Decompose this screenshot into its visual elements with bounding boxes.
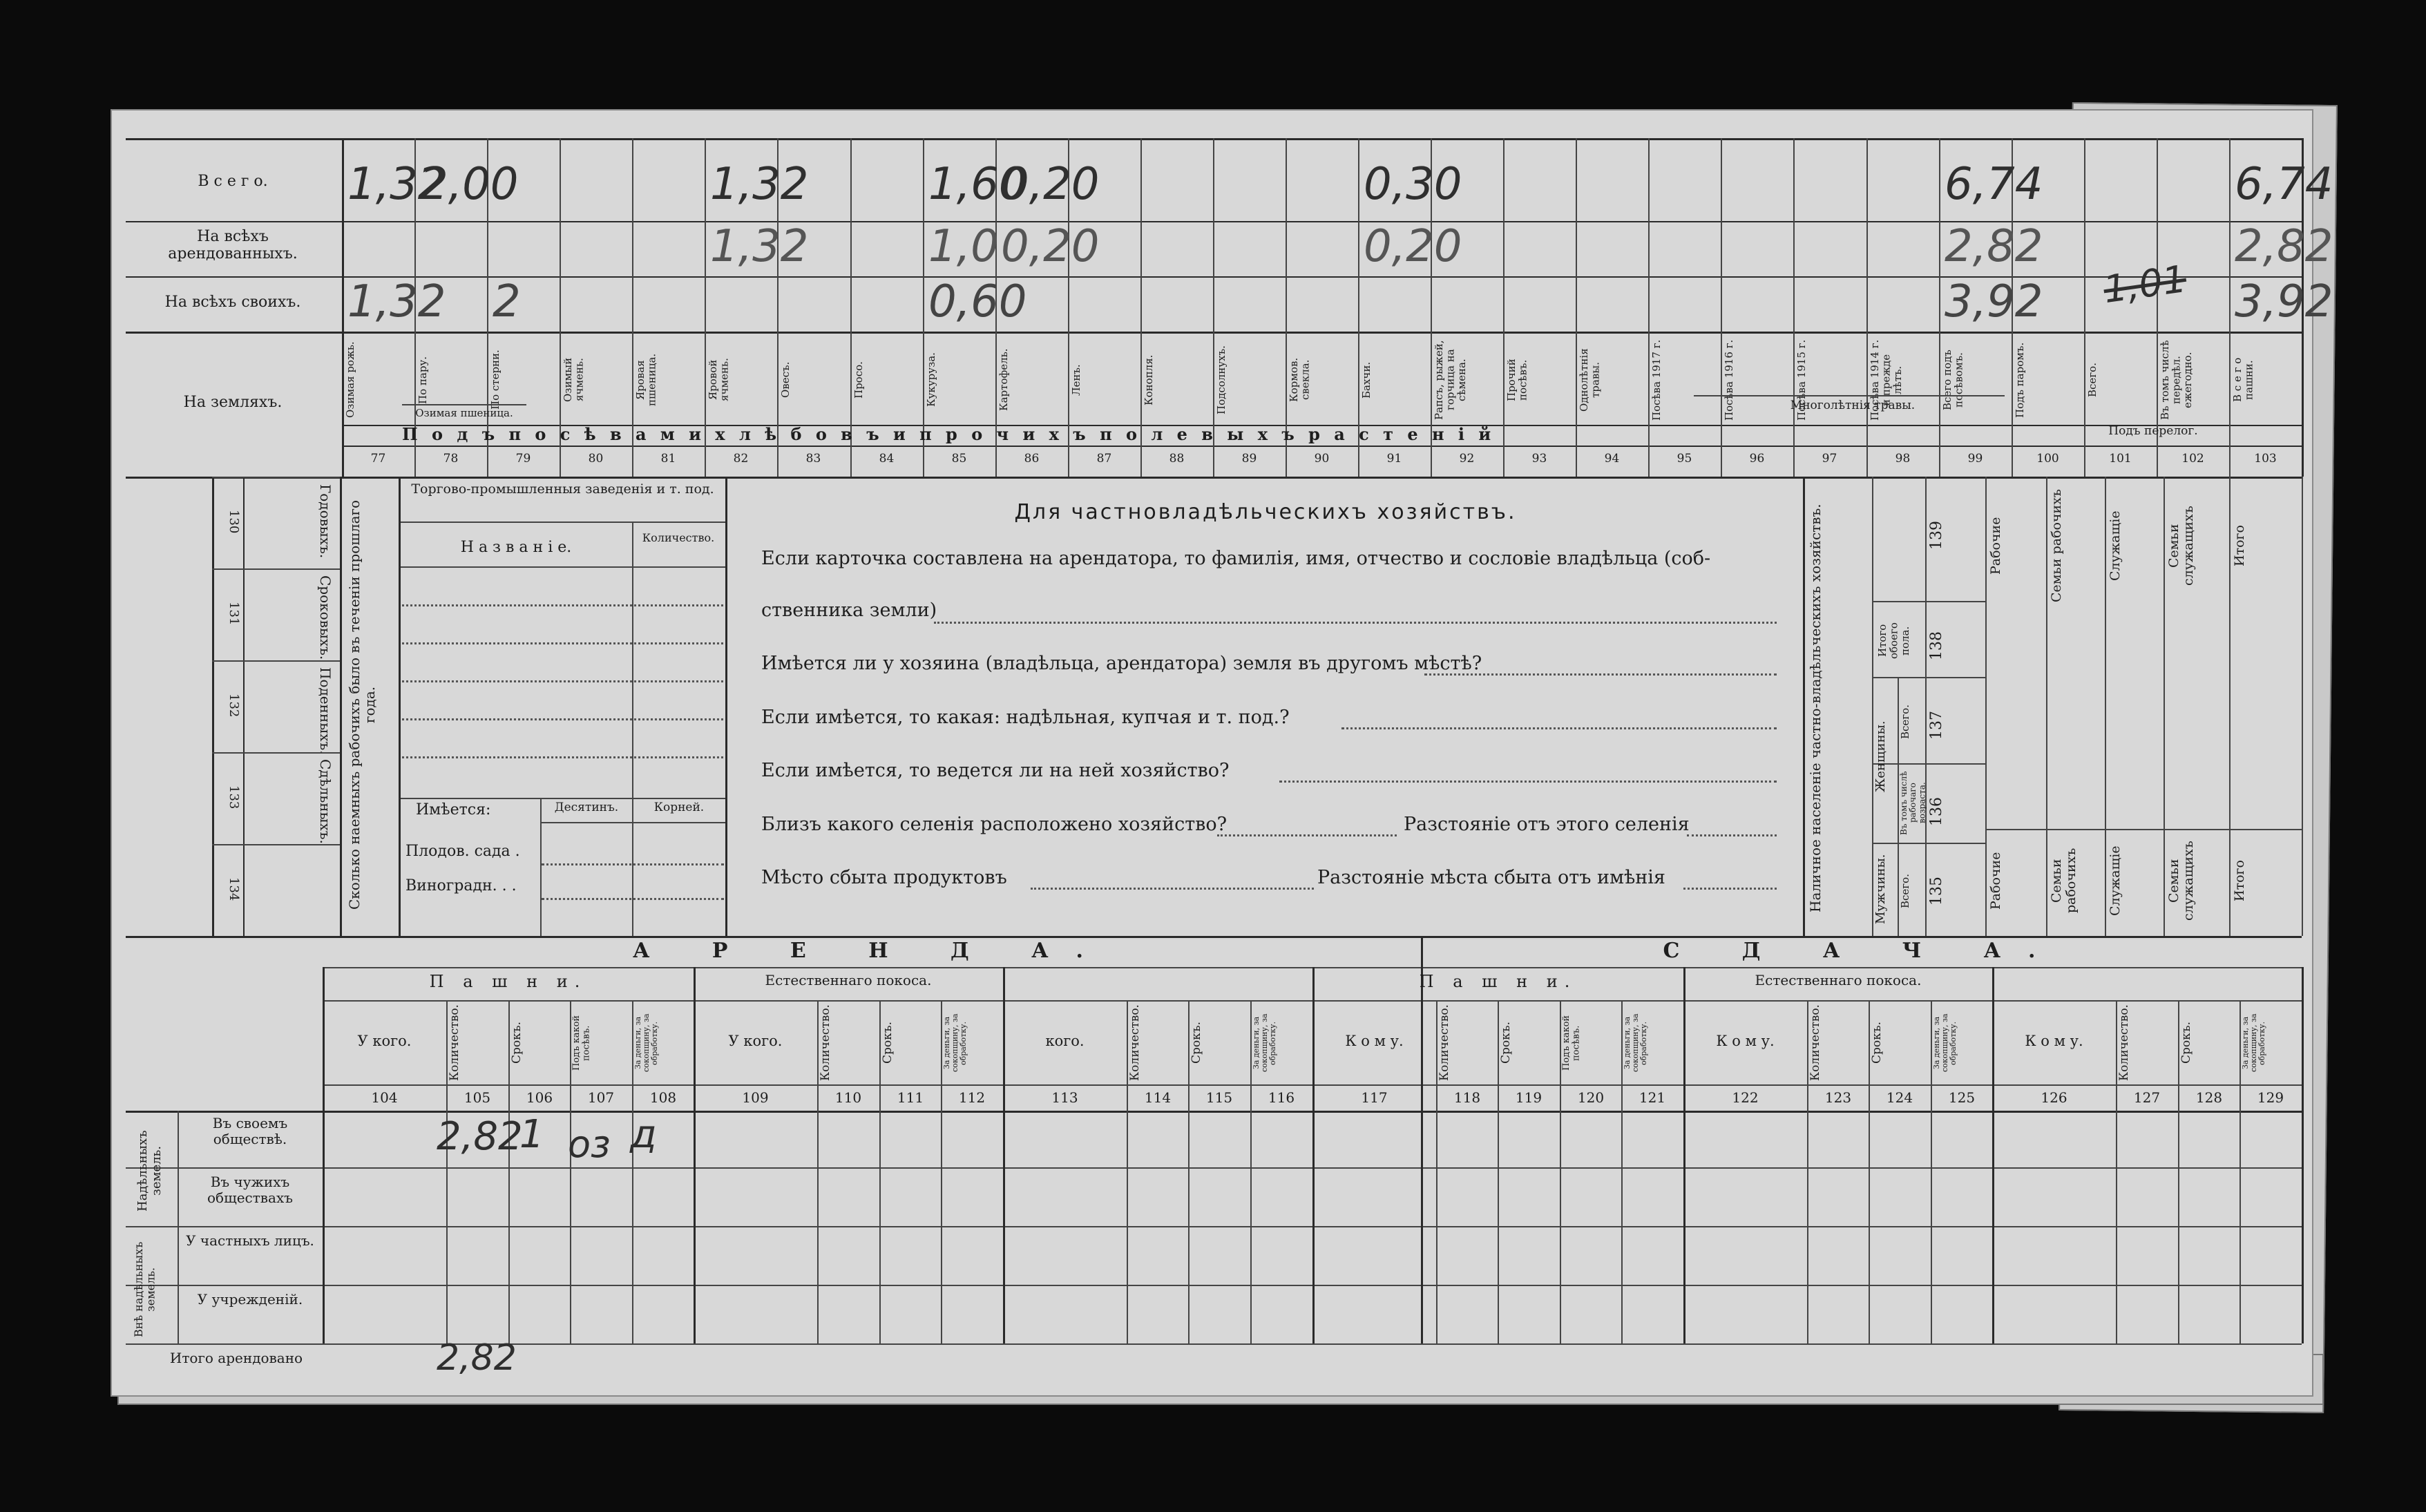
row-chuzhih: Въ чужихъ обществахъ bbox=[207, 1174, 293, 1206]
rule bbox=[1687, 834, 1777, 836]
column-head: Озимый ячмень. bbox=[562, 357, 586, 403]
rule bbox=[1992, 967, 1994, 1343]
column-number: 126 bbox=[2041, 1089, 2067, 1106]
hand-own: 1,32 bbox=[347, 276, 446, 327]
column-head: За деньги, за сокопщину, за обработку. bbox=[1252, 1013, 1278, 1073]
column-head: Рапсъ, рыжей, горчица на сѣмена. bbox=[1433, 340, 1468, 420]
group-title: Естественнаго покоса. bbox=[765, 972, 932, 988]
rule bbox=[402, 756, 723, 758]
men-label: Мужчины. bbox=[1873, 854, 1888, 925]
desyatin-col: Десятинъ. bbox=[554, 801, 619, 814]
hand-own: 2 bbox=[493, 276, 521, 327]
rule bbox=[2229, 138, 2231, 477]
column-number: 101 bbox=[2109, 452, 2132, 466]
rule bbox=[1985, 829, 2302, 830]
hand-own: 0,60 bbox=[928, 276, 1027, 327]
itogo-obeego: Итого обоего пола. bbox=[1876, 622, 1911, 659]
column-head: Кормов. свекла. bbox=[1288, 357, 1312, 403]
trade-qty-col: Количество. bbox=[642, 531, 715, 544]
rule bbox=[2302, 477, 2303, 936]
rule bbox=[725, 477, 727, 936]
column-head: Яровая пшеница. bbox=[634, 353, 658, 407]
rule bbox=[212, 477, 214, 936]
row-chastnyh: У частныхъ лицъ. bbox=[186, 1232, 314, 1249]
pod-perelog: Подъ перелог. bbox=[2108, 424, 2198, 438]
group-nadel: Надѣльныхъ земель. bbox=[135, 1130, 164, 1212]
population-col-bottom: Семьи служащихъ bbox=[2166, 841, 2196, 921]
hand-arenda-dengi: д bbox=[630, 1112, 657, 1157]
private-q6a: Мѣсто сбыта продуктовъ bbox=[761, 867, 1007, 888]
column-head: Однолѣтнія травы. bbox=[1578, 348, 1602, 412]
population-num: 136 bbox=[1928, 797, 1945, 826]
column-number: 104 bbox=[371, 1089, 398, 1106]
column-head: Кукуруза. bbox=[925, 352, 937, 408]
column-number: 118 bbox=[1453, 1089, 1481, 1106]
private-q6b: Разстояніе мѣста сбыта отъ имѣнія bbox=[1317, 867, 1665, 888]
column-number: 111 bbox=[897, 1089, 924, 1106]
worker-num: 131 bbox=[227, 601, 241, 626]
rule bbox=[402, 680, 723, 682]
rule bbox=[1985, 477, 1987, 936]
population-num: 138 bbox=[1928, 631, 1945, 660]
rule bbox=[2229, 477, 2231, 936]
column-number: 109 bbox=[742, 1089, 769, 1106]
rule bbox=[694, 967, 696, 1343]
worker-label: Годовыхъ. bbox=[317, 484, 334, 559]
column-head: Количество. bbox=[819, 1004, 832, 1081]
rule bbox=[2105, 477, 2106, 936]
korney-col: Корней. bbox=[653, 801, 705, 814]
column-number: 81 bbox=[660, 452, 676, 466]
column-head: Овесъ. bbox=[779, 361, 792, 399]
hand-arenda-kol: 2,82 bbox=[437, 1114, 523, 1159]
column-head: кого. bbox=[1045, 1033, 1085, 1049]
hand-rented: 1,32 bbox=[710, 221, 809, 272]
rule bbox=[1694, 395, 2005, 396]
column-head: Конопля. bbox=[1143, 354, 1155, 405]
rule bbox=[399, 477, 401, 936]
column-number: 93 bbox=[1531, 452, 1547, 466]
rule bbox=[1576, 138, 1577, 477]
column-head: За деньги, за сокопщину, за обработку. bbox=[942, 1013, 968, 1073]
rule bbox=[540, 798, 542, 936]
trade-name-col: Н а з в а н і е. bbox=[460, 539, 572, 556]
hand-total: 1,60 bbox=[928, 159, 1027, 210]
rule bbox=[212, 844, 340, 845]
population-caption: Наличное населеніе частно-владѣльческихъ хозяйствъ. bbox=[1807, 504, 1824, 912]
hand-total: 1,32 bbox=[710, 159, 809, 210]
row-label-rented: На всѣхъ арендованныхъ. bbox=[168, 228, 298, 263]
rule bbox=[1925, 477, 1927, 936]
column-number: 87 bbox=[1096, 452, 1112, 466]
population-col: Итого bbox=[2232, 525, 2247, 566]
column-head: К о м у. bbox=[1345, 1033, 1404, 1049]
column-number: 86 bbox=[1024, 452, 1040, 466]
column-number: 121 bbox=[1639, 1089, 1666, 1106]
column-number: 127 bbox=[2133, 1089, 2161, 1106]
trade-title: Торгово-промышленныя заведенія и т. под. bbox=[411, 481, 714, 497]
row-svoem: Въ своемъ обществѣ. bbox=[212, 1115, 288, 1147]
census-card bbox=[112, 111, 2333, 1395]
column-number: 117 bbox=[1361, 1089, 1388, 1106]
rule bbox=[212, 752, 340, 754]
column-head: Срокъ. bbox=[2179, 1022, 2193, 1064]
group-title: П а ш н и. bbox=[1419, 972, 1577, 991]
private-q5a: Близъ какого селенія расположено хозяйство? bbox=[761, 814, 1228, 835]
rule bbox=[1421, 936, 1423, 1343]
column-number: 129 bbox=[2257, 1089, 2284, 1106]
column-number: 79 bbox=[515, 452, 531, 466]
column-number: 107 bbox=[587, 1089, 615, 1106]
column-head: Всего. bbox=[2086, 363, 2099, 397]
rule bbox=[1793, 138, 1795, 477]
rule bbox=[342, 138, 344, 477]
population-col: Семьи рабочихъ bbox=[2049, 489, 2064, 603]
column-head: Срокъ. bbox=[1870, 1022, 1884, 1064]
column-head: Подъ паромъ. bbox=[2014, 342, 2026, 418]
rule bbox=[542, 898, 724, 900]
column-number: 91 bbox=[1386, 452, 1402, 466]
rule bbox=[126, 1285, 2302, 1286]
column-number: 113 bbox=[1051, 1089, 1078, 1106]
rule bbox=[1683, 888, 1777, 890]
rule bbox=[126, 477, 2302, 479]
column-number: 124 bbox=[1886, 1089, 1913, 1106]
column-head: Посѣва 1916 г. bbox=[1723, 339, 1735, 421]
rule bbox=[2084, 138, 2085, 477]
worker-label: Сроковыхъ. bbox=[317, 575, 334, 660]
column-head: Срокъ. bbox=[510, 1022, 524, 1064]
column-head: Въ томъ числѣ передѣл. ежегодно. bbox=[2159, 340, 2194, 420]
rule bbox=[1866, 138, 1868, 477]
column-head: Ленъ. bbox=[1070, 364, 1082, 396]
column-head: Количество. bbox=[1438, 1004, 1451, 1081]
rule bbox=[126, 1226, 2302, 1227]
sad-label: Плодов. сада . bbox=[405, 843, 520, 860]
ozimaya-pshenitsa: Озимая пшеница. bbox=[415, 407, 513, 419]
hand-total: 1,32 bbox=[347, 159, 446, 210]
column-number: 110 bbox=[834, 1089, 862, 1106]
hand-arenda-posev: оз bbox=[568, 1122, 611, 1166]
column-number: 120 bbox=[1577, 1089, 1605, 1106]
column-head: Количество. bbox=[2117, 1004, 2131, 1081]
column-number: 108 bbox=[649, 1089, 677, 1106]
rule bbox=[1003, 967, 1005, 1343]
rule bbox=[934, 622, 1777, 624]
column-head: Посѣва 1917 г. bbox=[1650, 339, 1663, 421]
rule bbox=[1648, 138, 1650, 477]
column-head: К о м у. bbox=[2025, 1033, 2083, 1049]
rule bbox=[1217, 834, 1397, 836]
column-head: Срокъ. bbox=[1499, 1022, 1513, 1064]
workers-caption: Сколько наемныхъ рабочихъ было въ теченіи прошлаго года. bbox=[346, 499, 378, 910]
worker-num: 134 bbox=[227, 877, 241, 901]
rule bbox=[1279, 781, 1777, 783]
rule bbox=[1341, 727, 1777, 729]
column-number: 96 bbox=[1749, 452, 1765, 466]
population-col-bottom: Итого bbox=[2232, 860, 2247, 901]
column-number: 77 bbox=[370, 452, 386, 466]
worker-label: Поденныхъ. bbox=[317, 667, 334, 755]
column-head: Просо. bbox=[852, 361, 865, 399]
group-vne: Внѣ надѣльныхъ земель. bbox=[132, 1241, 157, 1338]
column-head: По пару. bbox=[417, 356, 429, 404]
sdacha-title: С Д А Ч А. bbox=[1663, 939, 2063, 963]
column-number: 92 bbox=[1459, 452, 1475, 466]
hand-rented: 0,20 bbox=[1001, 221, 1100, 272]
worker-label: Сдѣльныхъ. bbox=[317, 759, 334, 844]
row-label-total: В с е г о. bbox=[198, 173, 268, 190]
worker-num: 132 bbox=[227, 693, 241, 718]
row-uchrezh: У учрежденій. bbox=[197, 1291, 303, 1308]
rule bbox=[2046, 477, 2047, 936]
hand-rented: 2,82 bbox=[2235, 221, 2333, 272]
rule bbox=[340, 477, 342, 936]
column-head: Всего подъ посѣвомъ. bbox=[1941, 350, 1965, 410]
column-head: У кого. bbox=[357, 1033, 412, 1049]
rule bbox=[1939, 138, 1940, 477]
column-number: 89 bbox=[1241, 452, 1257, 466]
hand-rented: 0,20 bbox=[1364, 221, 1462, 272]
column-number: 78 bbox=[443, 452, 459, 466]
column-number: 99 bbox=[1967, 452, 1983, 466]
rule bbox=[632, 798, 633, 936]
hand-own: 3,92 bbox=[1945, 276, 2043, 327]
hand-total: 6,74 bbox=[1945, 159, 2043, 210]
private-q2: Имѣется ли у хозяина (владѣльца, арендатора) земля въ другомъ мѣстѣ? bbox=[761, 653, 1482, 674]
hand-scribble: 1,01 bbox=[2101, 256, 2189, 312]
column-number: 83 bbox=[805, 452, 821, 466]
column-number: 88 bbox=[1169, 452, 1185, 466]
column-number: 112 bbox=[958, 1089, 986, 1106]
private-q1b: ственника земли) bbox=[761, 600, 937, 621]
population-num: 137 bbox=[1928, 711, 1945, 740]
hand-total: 0,20 bbox=[1001, 159, 1100, 210]
private-q4: Если имѣется, то ведется ли на ней хозяйство? bbox=[761, 760, 1230, 781]
rule bbox=[243, 477, 245, 936]
column-head: В с е г о пашни. bbox=[2231, 357, 2255, 403]
rule bbox=[1312, 967, 1315, 1343]
column-number: 94 bbox=[1604, 452, 1620, 466]
group-title: Естественнаго покоса. bbox=[1755, 972, 1922, 988]
rule bbox=[212, 660, 340, 662]
rule bbox=[1803, 477, 1805, 936]
rule bbox=[402, 404, 526, 405]
rule bbox=[402, 718, 723, 720]
column-head: Срокъ. bbox=[881, 1022, 895, 1064]
column-head: Прочий посѣвъ. bbox=[1505, 358, 1529, 401]
rule bbox=[540, 822, 725, 823]
row-itogo: Итого арендовано bbox=[169, 1350, 303, 1366]
rule bbox=[542, 863, 724, 865]
row-label-own: На всѣхъ своихъ. bbox=[164, 294, 301, 311]
men-vsego: Всего. bbox=[1899, 874, 1911, 908]
rule bbox=[2164, 477, 2165, 936]
column-number: 90 bbox=[1314, 452, 1330, 466]
column-number: 105 bbox=[464, 1089, 491, 1106]
rule bbox=[178, 1111, 179, 1343]
worker-label bbox=[250, 851, 333, 927]
private-q1: Если карточка составлена на арендатора, то фамилія, имя, отчество и сословіе владѣльца (соб- bbox=[761, 548, 1711, 569]
column-head: Количество. bbox=[1808, 1004, 1822, 1081]
population-num: 139 bbox=[1928, 521, 1945, 550]
column-head: За деньги, за сокопщину, за обработку. bbox=[1932, 1013, 1958, 1073]
rule bbox=[401, 798, 725, 799]
column-head: Яровой ячмень. bbox=[707, 358, 731, 402]
rule bbox=[1424, 673, 1777, 676]
women-vtom: Въ томъ числѣ рабочаго возраста. bbox=[1899, 771, 1927, 835]
column-number: 125 bbox=[1948, 1089, 1976, 1106]
worker-num: 133 bbox=[227, 785, 241, 810]
column-number: 116 bbox=[1268, 1089, 1295, 1106]
column-head: Посѣва 1914 г. и прежде лѣтъ. bbox=[1869, 339, 1904, 421]
column-head: К о м у. bbox=[1716, 1033, 1775, 1049]
column-head: Озимая рожь. bbox=[344, 341, 356, 419]
vinograd-label: Виноградн. . . bbox=[405, 877, 517, 894]
arenda-title: А Р Е Н Д А. bbox=[633, 939, 1111, 963]
rule bbox=[212, 568, 340, 570]
column-head: Количество. bbox=[448, 1004, 461, 1081]
column-head: Картофель. bbox=[997, 348, 1010, 412]
private-q3: Если имѣется, то какая: надѣльная, купчая и т. под.? bbox=[761, 707, 1290, 728]
column-head: Количество. bbox=[1128, 1004, 1142, 1081]
women-vsego: Всего. bbox=[1899, 705, 1911, 739]
column-head: За деньги, за сокопщину, за обработку. bbox=[1623, 1013, 1649, 1073]
rule bbox=[2302, 967, 2304, 1343]
rule bbox=[1721, 138, 1722, 477]
rule bbox=[402, 642, 723, 644]
column-number: 100 bbox=[2036, 452, 2059, 466]
column-number: 123 bbox=[1824, 1089, 1852, 1106]
rule bbox=[1872, 601, 1985, 602]
column-head: Срокъ. bbox=[1190, 1022, 1203, 1064]
rule bbox=[323, 967, 325, 1343]
population-col-bottom: Рабочие bbox=[1988, 852, 2003, 910]
column-head: За деньги, за сокопщину, за обработку. bbox=[633, 1013, 660, 1073]
column-head: По стерни. bbox=[489, 350, 502, 410]
rule bbox=[126, 1111, 2302, 1113]
population-col-bottom: Служащіе bbox=[2108, 845, 2123, 916]
rule bbox=[401, 566, 725, 568]
column-number: 80 bbox=[588, 452, 604, 466]
rule bbox=[1683, 967, 1685, 1343]
column-number: 119 bbox=[1515, 1089, 1542, 1106]
hand-rented: 1,0 bbox=[928, 221, 999, 272]
mnogoletnie: Многолѣтнія травы. bbox=[1790, 399, 1916, 412]
population-col: Семьи служащихъ bbox=[2166, 506, 2196, 586]
rule bbox=[1503, 138, 1505, 477]
column-number: 114 bbox=[1144, 1089, 1172, 1106]
population-col: Рабочие bbox=[1988, 517, 2003, 575]
rule bbox=[1031, 888, 1314, 890]
column-number: 97 bbox=[1822, 452, 1837, 466]
population-col-bottom: Семьи рабочихъ bbox=[2049, 848, 2079, 914]
group-title: П а ш н и. bbox=[429, 972, 587, 991]
hand-itogo: 2,82 bbox=[437, 1337, 517, 1379]
private-title: Для частновладѣльческихъ хозяйствъ. bbox=[1014, 500, 1517, 524]
population-num: 135 bbox=[1928, 877, 1945, 906]
worker-num: 130 bbox=[227, 509, 241, 534]
private-q5b: Разстояніе отъ этого селенія bbox=[1404, 814, 1690, 835]
column-head: Подсолнухъ. bbox=[1215, 345, 1228, 414]
rule bbox=[342, 446, 2302, 447]
women-label: Женщины. bbox=[1873, 720, 1888, 792]
imeetsya-title: Имѣется: bbox=[416, 801, 491, 819]
column-head: Подъ какой посѣвъ. bbox=[571, 1015, 592, 1071]
hand-total: 6,74 bbox=[2235, 159, 2333, 210]
column-head: У кого. bbox=[728, 1033, 783, 1049]
column-number: 128 bbox=[2195, 1089, 2223, 1106]
hand-own: 3,92 bbox=[2235, 276, 2333, 327]
rule bbox=[402, 604, 723, 606]
rule bbox=[401, 521, 725, 523]
column-head: За деньги, за сокопщину, за обработку. bbox=[2241, 1013, 2267, 1073]
column-number: 82 bbox=[733, 452, 749, 466]
column-number: 115 bbox=[1205, 1089, 1233, 1106]
column-number: 84 bbox=[879, 452, 895, 466]
column-number: 95 bbox=[1677, 452, 1692, 466]
column-head: Бахчи. bbox=[1360, 361, 1373, 399]
column-head: Подъ какой посѣвъ. bbox=[1561, 1015, 1582, 1071]
population-col: Служащіе bbox=[2108, 510, 2123, 581]
row-label-lands: На земляхъ. bbox=[183, 394, 283, 411]
hand-total: 0,30 bbox=[1364, 159, 1462, 210]
rule bbox=[126, 1167, 2302, 1169]
column-number: 85 bbox=[951, 452, 967, 466]
hand-total: 2,00 bbox=[420, 159, 519, 210]
rule bbox=[126, 936, 2302, 938]
hand-rented: 2,82 bbox=[1945, 221, 2043, 272]
sown-band: П о д ъ п о с ѣ в а м и х л ѣ б о в ъ и п р о ч и х ъ п о л е в ы х ъ р а с т е н і й bbox=[402, 424, 1496, 444]
rule bbox=[212, 477, 340, 478]
column-number: 102 bbox=[2181, 452, 2204, 466]
column-number: 106 bbox=[526, 1089, 553, 1106]
column-head: Посѣва 1915 г. bbox=[1795, 339, 1808, 421]
hand-arenda-srok: 1 bbox=[519, 1112, 544, 1157]
column-number: 122 bbox=[1732, 1089, 1759, 1106]
column-number: 103 bbox=[2254, 452, 2277, 466]
column-number: 98 bbox=[1895, 452, 1911, 466]
